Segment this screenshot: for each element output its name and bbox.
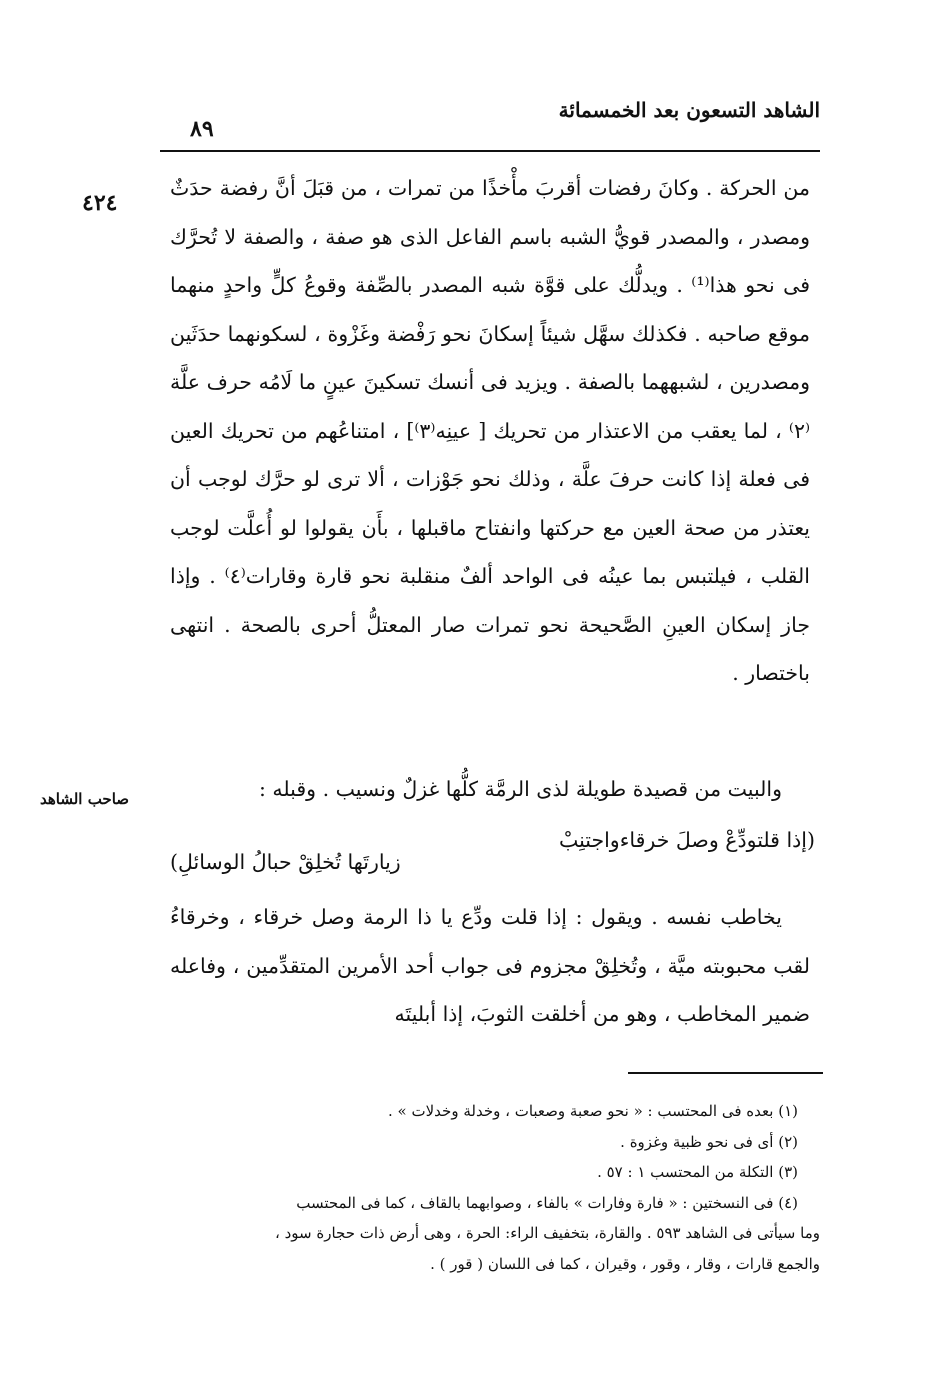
body-paragraph-1: من الحركة . وكانَ رفضات أقربَ مأْخذًا من تمرات ، من قبَلَ أنَّ رفضة حدَثٌ ومصدر ، والمصدر قويُّ الشبه باسم الفاعل الذى هو صفة ، والصفة لا تُحرَّك فى نحو هذا⁽¹⁾ . ويدلُّك على قوَّة شبه المصدر بالصِّفة وقوعُ كلٍّ واحدٍ منهما موقع صاحبه . فكذلك سهَّل شيئاً إسكانَ نحو رَفْضة وغَزْوة ، لسكونهما حدَثَين ومصدرين ، لشبههما بالصفة . ويزيد فى أنسك تسكينَ عينٍ ما لَامُه حرف علَّة ⁽٢⁾ ، لما يعقب من الاعتذار من تحريك [ عينِه⁽٣⁾] ، امتناعُهم من تحريك العين فى فعلة إذا كانت حرفَ علَّة ، وذلك نحو جَوْزات ، ألا ترى لو حرَّك لوجب أن يعتذر من صحة العين مع حركتها وانفتاح ماقبلها ، بأَن يقولوا لو أُعلَّت لوجب القلب ، فيلتبس بما عينُه فى الواحد ألفٌ منقلبة نحو قارة وقارات⁽٤⁾ . وإذا جاز إسكان العينِ الصَّحيحة نحو تمرات صار المعتلُّ أحرى بالصحة . انتهى باختصار . [170, 176, 811, 685]
footnote-4-continuation-2: والجمع قارات ، وقار ، وقور ، وقيران ، كما فى اللسان ( قور ) . [430, 1254, 820, 1273]
margin-section-label: صاحب الشاهد [40, 790, 130, 808]
body-paragraph-2: والبيت من قصيدة طويلة لذى الرمَّة كلُّها غزلٌ ونسيب . وقبله : [258, 777, 782, 801]
footnotes [160, 1096, 820, 1279]
verse-first-hemistich: (إذا قلتودِّعْ وصلَ خرقاءواجتنِبْ [558, 828, 815, 852]
footnote-1: (١) بعده فى المحتسب : « نحو صعبة وصعبات ، وخدلة وخدلات » . [388, 1102, 798, 1120]
running-title: الشاهد التسعون بعد الخمسمائة [558, 98, 820, 122]
footnote-4: (٤) فى النسختين : « فارة وفارات » بالفاء ، وصوابهما بالقاف ، كما فى المحتسب [296, 1193, 798, 1212]
footnote-divider [628, 1072, 823, 1074]
header-divider [160, 150, 820, 152]
poetry-verse [170, 828, 815, 888]
verse-second-hemistich: زيارتَها تُخلِقْ حبالُ الوسائلِ) [170, 850, 401, 874]
body-paragraph-3: يخاطب نفسه . ويقول : إذا قلت ودِّع يا ذا الرمة وصل خرقاء ، وخرقاءُ لقب محبوبته ميَّة ، وتُخلِقْ مجزوم فى جواب أحد الأمرين المتقدِّمين ، وفاعله ضمير المخاطب ، وهو من أخلقت الثوبَ، إذا أبليتَه [170, 905, 810, 1026]
page-header [160, 98, 820, 142]
footnote-3: (٣) التكلة من المحتسب ١ : ٥٧ . [597, 1163, 798, 1181]
footnote-2: (٢) أى فى نحو ظبية وغزوة . [620, 1132, 798, 1151]
footnote-4-continuation-1: وما سيأتى فى الشاهد ٥٩٣ . والقارة، بتخفيف الراء: الحرة ، وهى أرض ذات حجارة سود ، [274, 1224, 820, 1242]
margin-entry-number: ٤٢٤ [82, 190, 118, 216]
page-number: ٨٩ [190, 116, 214, 142]
